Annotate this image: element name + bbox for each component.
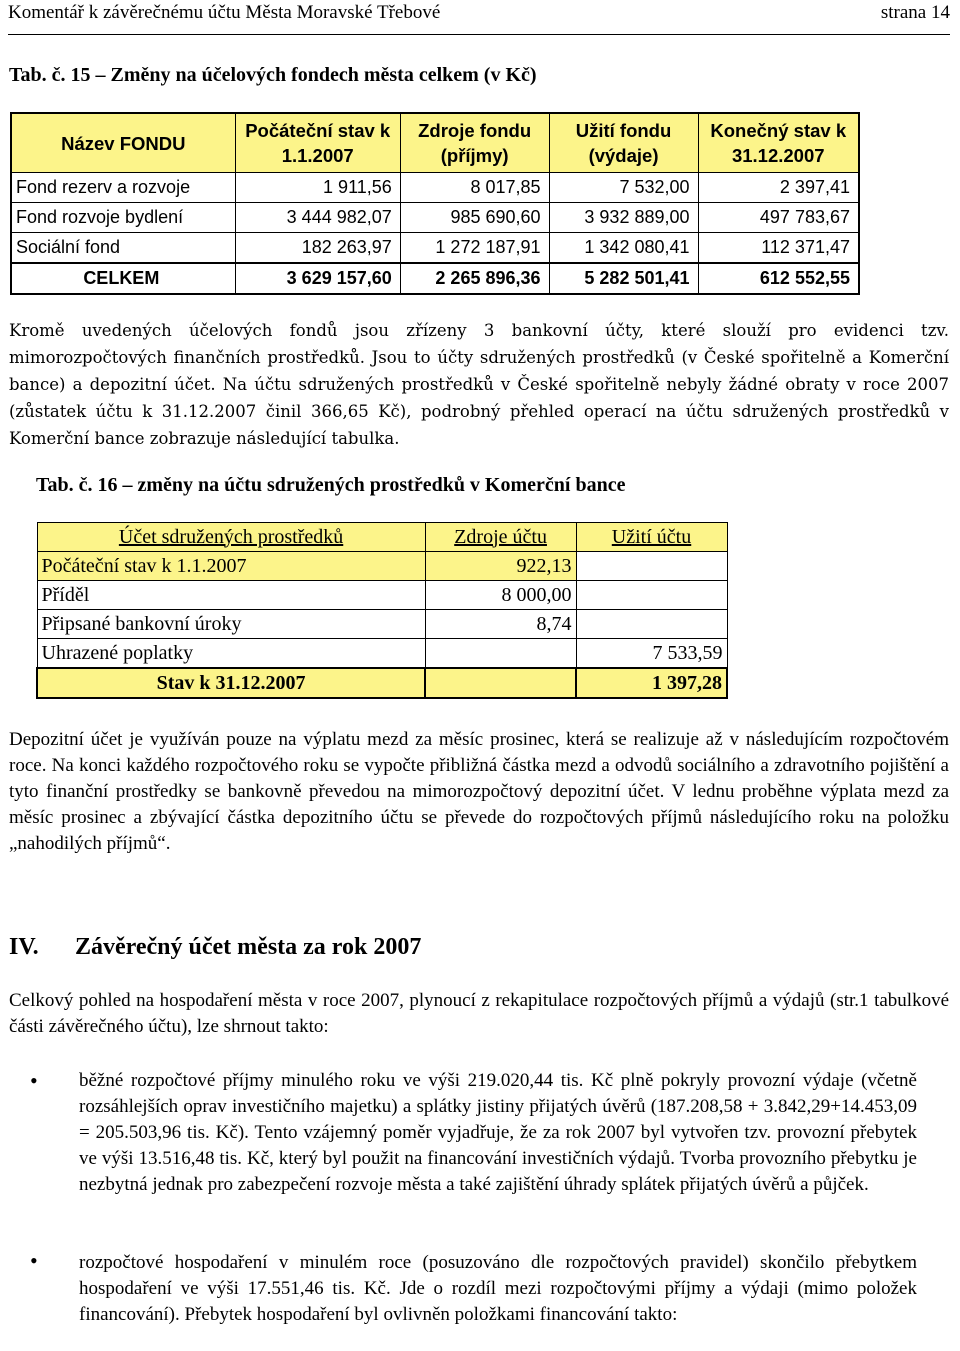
section-title: Závěrečný účet města za rok 2007	[75, 934, 422, 960]
paragraph-deposit: Depozitní účet je využíván pouze na výplatu mezd za měsíc prosinec, která se realizuje až v následujícím rozpočtovém roce. Na konci každého rozpočtového roku se vypočte přibližná částka mezd a odvodů sociálního a zdravotního pojištění a tyto finanční prostředky se bankovně převedou na mimorozpočtový depozitní účet. V lednu proběhne výplata mezd za měsíc prosinec a zbývající částka depozitního účtu se převede do rozpočtových příjmů následujícího roku na položku „nahodilých příjmů“.	[9, 729, 949, 854]
list-item: rozpočtové hospodaření v minulém roce (posuzováno dle rozpočtových pravidel) skončilo přebytkem hospodaření ve výši 17.551,46 tis. Kč. Jde o rozdíl mezi rozpočtovými příjmy a výdaji (mimo položek financování). Přebytek hospodaření byl ovlivněn položkami financování takto:	[79, 1252, 917, 1325]
list-item: běžné rozpočtové příjmy minulého roku ve výši 219.020,44 tis. Kč plně pokryly provozní výdaje (včetně rozsáhlejších oprav investičního majetku) a splátky jistiny přijatých úvěrů (187.208,58 + 3.842,29+14.453,09 = 205.503,96 tis. Kč). Tento vzájemný poměr vyjadřuje, že za rok 2007 byl vytvořen tzv. provozní přebytek ve výši 13.516,48 tis. Kč, který byl použit na financování investičních výdajů. Tvorba provozního přebytku je nezbytná jednak pro zabezpečení rozvoje města a také zajištění úhrady splátek přijatých úvěrů a půjček.	[79, 1070, 917, 1195]
table-total-row	[37, 668, 727, 698]
table-total-row	[11, 263, 859, 294]
table-cell: 8 017,85	[400, 173, 549, 203]
col-header-income: Zdroje fondu (příjmy)	[400, 113, 549, 173]
table-cell: Sociální fond	[11, 233, 235, 264]
paragraph-summary: Celkový pohled na hospodaření města v roce 2007, plynoucí z rekapitulace rozpočtových příjmů a výdajů (str.1 tabulkové části závěrečného účtu), lze shrnout takto:	[9, 990, 949, 1037]
table-cell	[576, 610, 727, 639]
table-cell: 2 265 896,36	[400, 263, 549, 294]
table-cell: 1 342 080,41	[549, 233, 698, 264]
table-row	[37, 552, 727, 581]
table-cell: Příděl	[37, 581, 425, 610]
table-16-caption: Tab. č. 16 – změny na účtu sdružených prostředků v Komerční bance	[36, 474, 626, 496]
table-15	[10, 112, 860, 295]
paragraph-accounts: Kromě uvedených účelových fondů jsou zřízeny 3 bankovní účty, které slouží pro evidenci tzv. mimorozpočtových finančních prostředků. Jsou to účty sdružených prostředků (v České spořitelně a Komerční bance) a depozitní účet. Na účtu sdružených prostředků v České spořitelně nebyly žádné obraty v roce 2007 (zůstatek účtu k 31.12.2007 činil 366,65 Kč), podrobný přehled operací na účtu sdružených prostředků v Komerční bance zobrazuje následující tabulka.	[9, 321, 949, 448]
table-row	[11, 173, 859, 203]
table-row	[11, 203, 859, 233]
table-cell: 1 397,28	[576, 668, 727, 698]
table-cell: 985 690,60	[400, 203, 549, 233]
table-cell: Počáteční stav k 1.1.2007	[37, 552, 425, 581]
table-cell: Připsané bankovní úroky	[37, 610, 425, 639]
table-row	[37, 610, 727, 639]
col-header-end: Konečný stav k 31.12.2007	[698, 113, 859, 173]
table-cell: 3 932 889,00	[549, 203, 698, 233]
table-cell: 7 533,59	[576, 639, 727, 669]
table-row	[11, 233, 859, 264]
table-cell: 1 272 187,91	[400, 233, 549, 264]
table-cell: CELKEM	[11, 263, 235, 294]
table-cell	[425, 639, 576, 669]
section-heading	[9, 934, 421, 961]
table-cell: 3 444 982,07	[235, 203, 400, 233]
table-row	[37, 581, 727, 610]
table-cell: Fond rezerv a rozvoje	[11, 173, 235, 203]
table-cell	[576, 581, 727, 610]
table-cell: 7 532,00	[549, 173, 698, 203]
table-cell: 2 397,41	[698, 173, 859, 203]
table-cell: Uhrazené poplatky	[37, 639, 425, 669]
col-header-sources: Zdroje účtu	[425, 523, 576, 552]
col-header-account: Účet sdružených prostředků	[37, 523, 425, 552]
table-cell: Fond rozvoje bydlení	[11, 203, 235, 233]
bullet-icon: •	[30, 1248, 38, 1273]
table-row	[37, 639, 727, 669]
page-number: strana 14	[880, 2, 950, 23]
table-cell: 1 911,56	[235, 173, 400, 203]
table-cell: 8 000,00	[425, 581, 576, 610]
col-header-start: Počáteční stav k 1.1.2007	[235, 113, 400, 173]
table-cell: 5 282 501,41	[549, 263, 698, 294]
table-cell: 8,74	[425, 610, 576, 639]
table-16	[36, 522, 728, 699]
table-cell: 922,13	[425, 552, 576, 581]
bullet-icon: •	[30, 1068, 38, 1093]
col-header-expense: Užití fondu (výdaje)	[549, 113, 698, 173]
table-cell: 112 371,47	[698, 233, 859, 264]
col-header-uses: Užití účtu	[576, 523, 727, 552]
table-cell: 497 783,67	[698, 203, 859, 233]
table-cell: 612 552,55	[698, 263, 859, 294]
table-cell	[425, 668, 576, 698]
table-cell: Stav k 31.12.2007	[37, 668, 425, 698]
table-cell: 3 629 157,60	[235, 263, 400, 294]
document-title: Komentář k závěrečnému účtu Města Moravské Třebové	[8, 2, 441, 23]
table-cell: 182 263,97	[235, 233, 400, 264]
col-header-name: Název FONDU	[11, 113, 235, 173]
table-15-caption: Tab. č. 15 – Změny na účelových fondech města celkem (v Kč)	[9, 64, 537, 86]
section-number: IV.	[9, 934, 39, 960]
page-header	[8, 0, 950, 35]
table-cell	[576, 552, 727, 581]
